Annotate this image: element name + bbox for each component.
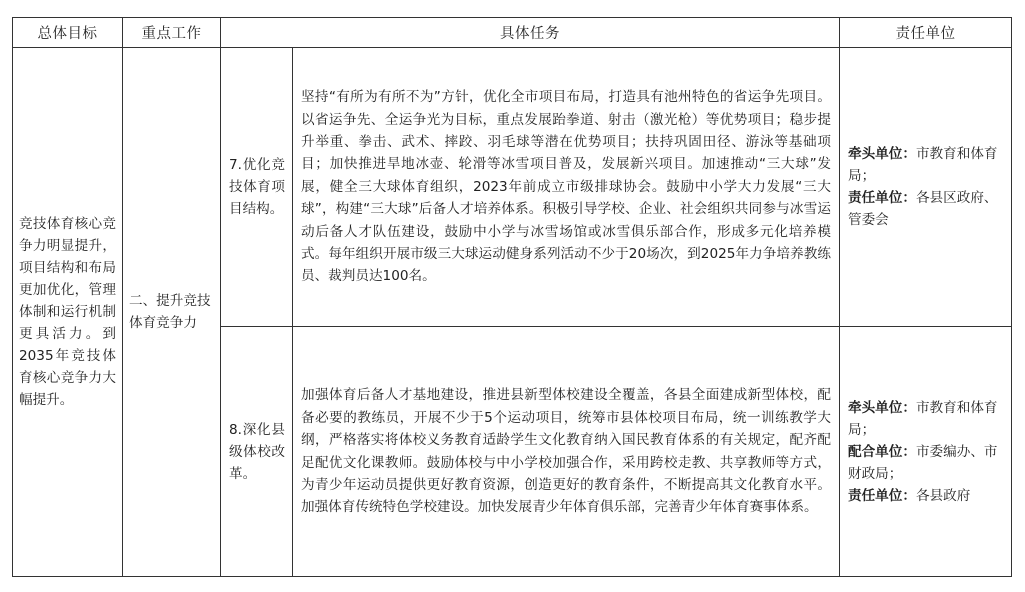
cooperating-unit-label: 配合单位： bbox=[848, 443, 916, 460]
header-work: 重点工作 bbox=[123, 18, 221, 48]
task-detail-cell: 加强体育后备人才基地建设，推进县新型体校建设全覆盖，各县全面建成新型体校，配备必要的教练员，开展不少于5个运动项目，统筹市县体校项目布局，统一训练教学大纲，严格落实将体校义务教育适龄学生文化教育纳入国民教育体系的有关规定，配齐配足配优文化课教师。鼓励体校与中小学校加强合作，采用跨校走教、共享教师等方式，为青少年运动员提供更好教育资源，创造更好的教育条件，不断提高其文化教育水平。加强体育传统特色学校建设。加快发展青少年体育俱乐部，完善青少年体育赛事体系。 bbox=[293, 327, 840, 577]
goal-cell: 竞技体育核心竞争力明显提升，项目结构和布局更加优化，管理体制和运行机制更具活力。到2035年竞技体育核心竞争力大幅提升。 bbox=[13, 48, 123, 577]
lead-unit-line bbox=[848, 397, 1005, 441]
responsible-unit-value: 各县区政府、管委会 bbox=[848, 190, 998, 228]
task-detail-cell: 坚持“有所为有所不为”方针，优化全市项目布局，打造具有池州特色的省运争先项目。以省运争先、全运争光为目标，重点发展跆拳道、射击（激光枪）等优势项目；稳步提升举重、拳击、武术、摔跤、羽毛球等潜在优势项目；扶持巩固田径、游泳等基础项目；加快推进旱地冰壶、轮滑等冰雪项目普及，发展新兴项目。加速推动“三大球”发展，健全三大球体育组织，2023年前成立市级排球协会。鼓励中小学大力发展“三大球”，构建“三大球”后备人才培养体系。积极引导学校、企业、社会组织共同参与冰雪运动后备人才队伍建设，鼓励中小学与冰雪场馆或冰雪俱乐部合作，形成多元化培养模式。每年组织开展市级三大球运动健身系列活动不少于20场次，到2025年力争培养教练员、裁判员达100名。 bbox=[293, 48, 840, 327]
cooperating-unit-value: 市委编办、市财政局； bbox=[848, 443, 998, 482]
header-tasks: 具体任务 bbox=[221, 18, 840, 48]
task-name-cell: 8.深化县级体校改革。 bbox=[221, 327, 293, 577]
responsible-unit-line bbox=[848, 187, 1005, 231]
lead-unit-line bbox=[848, 143, 1005, 187]
header-row bbox=[13, 18, 1012, 48]
lead-unit-label: 牵头单位： bbox=[848, 399, 916, 416]
responsible-unit-label: 责任单位： bbox=[848, 190, 916, 206]
responsible-cell bbox=[840, 327, 1012, 577]
work-cell: 二、提升竞技体育竞争力 bbox=[123, 48, 221, 577]
cooperating-unit-line bbox=[848, 441, 1005, 485]
responsible-cell bbox=[840, 48, 1012, 327]
lead-unit-value: 市教育和体育局； bbox=[848, 146, 998, 184]
task-name-cell: 7.优化竞技体育项目结构。 bbox=[221, 48, 293, 327]
policy-table-document bbox=[12, 17, 1012, 577]
responsible-unit-value: 各县政府 bbox=[915, 487, 971, 504]
header-responsible: 责任单位 bbox=[840, 18, 1012, 48]
lead-unit-value: 市教育和体育局； bbox=[848, 399, 998, 438]
responsible-unit-label: 责任单位： bbox=[848, 487, 916, 504]
table-row-task-7 bbox=[13, 48, 1012, 327]
tasks-table bbox=[12, 17, 1012, 577]
header-goal: 总体目标 bbox=[13, 18, 123, 48]
lead-unit-label: 牵头单位： bbox=[848, 146, 916, 162]
responsible-unit-line bbox=[848, 485, 1005, 507]
